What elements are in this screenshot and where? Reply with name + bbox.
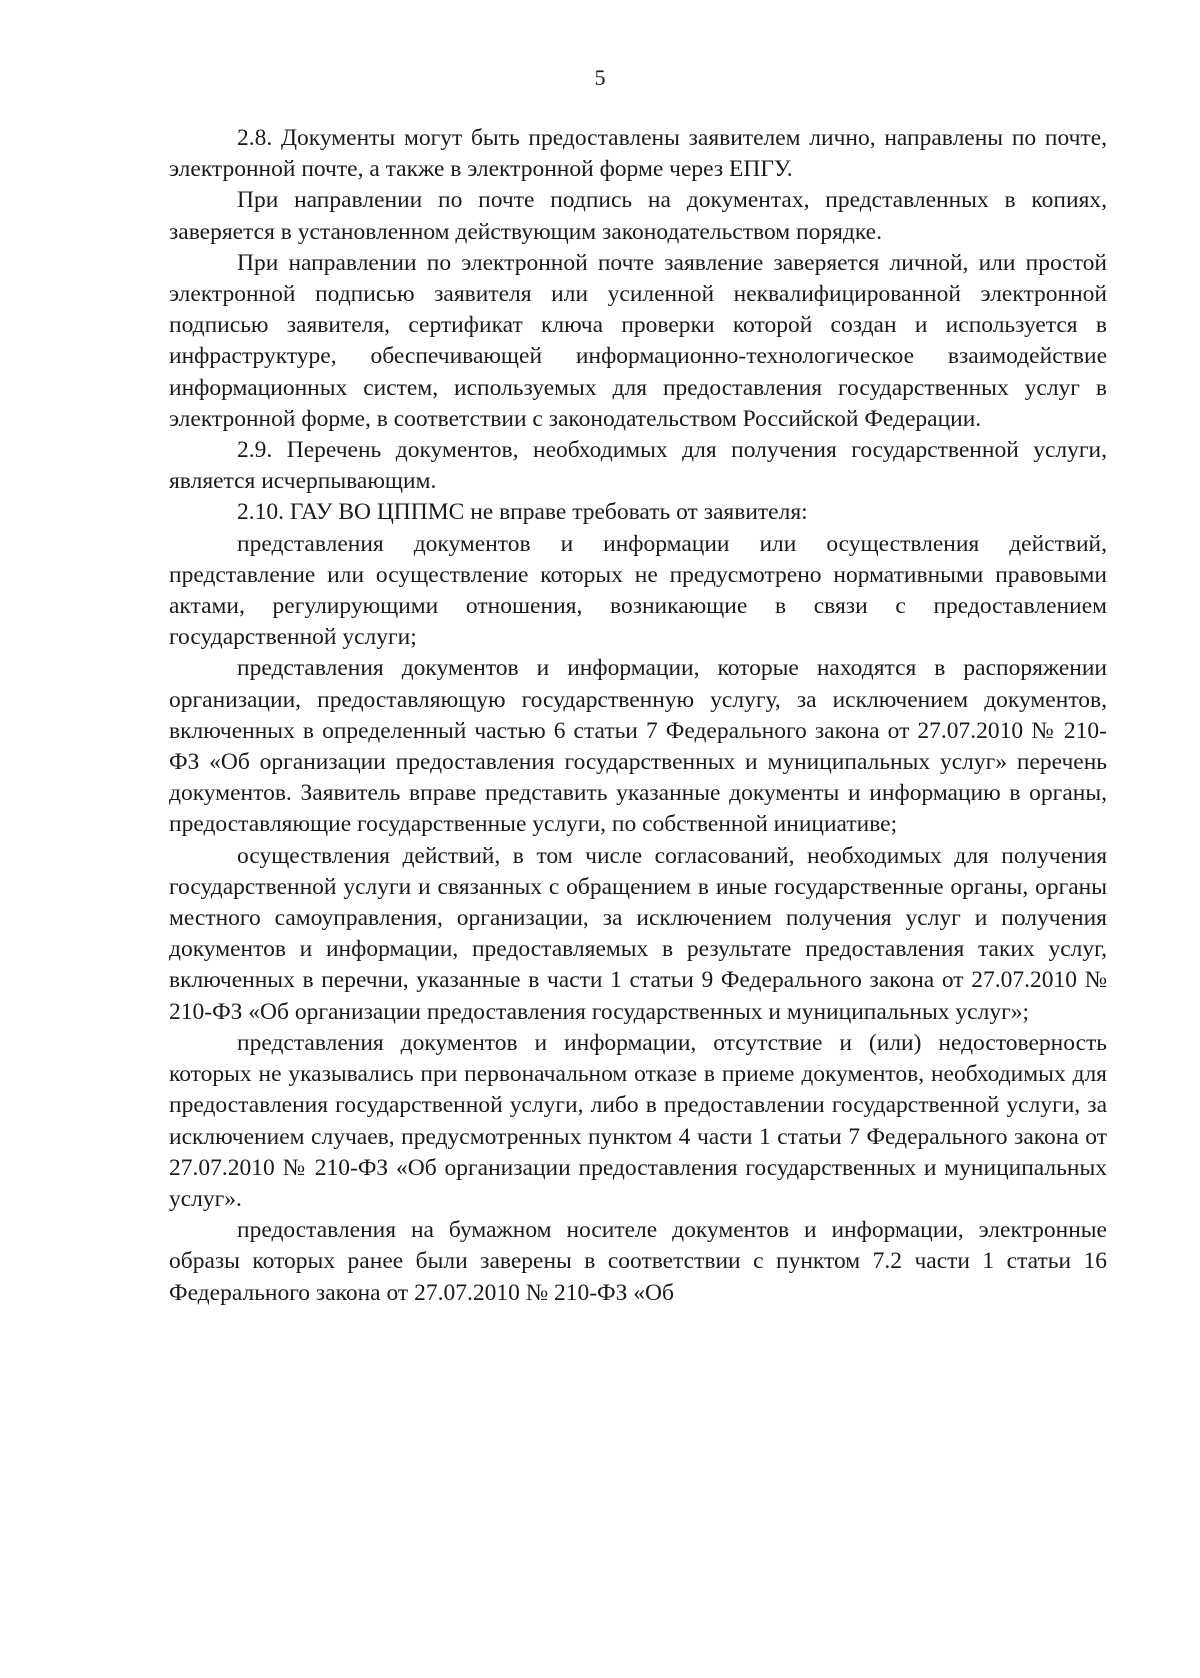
list-item-no-legal-basis: представления документов и информации или осуществления действий, представление или осуществление которых не предусмотрено нормативными правовыми актами, регулирующими отношения, возникающие в связи с предоставлением государственной услуги; <box>169 530 1107 651</box>
paragraph-email-signature: При направлении по электронной почте заявление заверяется личной, или простой электронной подписью заявителя или усиленной неквалифицированной электронной подписью заявителя, сертификат ключа проверки которой создан и используется в инфраструктуре, обеспечивающей информационно-технологическое взаимодействие информационных систем, используемых для предоставления государственных услуг в электронной форме, в соответствии с законодательством Российской Федерации. <box>169 249 1107 432</box>
list-item-unreported-absence: представления документов и информации, отсутствие и (или) недостоверность которых не указывались при первоначальном отказе в приеме документов, необходимых для предоставления государственной услуги, либо в предоставлении государственной услуги, за исключением случаев, предусмотренных пунктом 4 части 1 статьи 7 Федерального закона от 27.07.2010 № 210-ФЗ «Об организации предоставления государственных и муниципальных услуг». <box>169 1029 1107 1212</box>
page-number: 5 <box>594 65 606 90</box>
list-item-documents-held: представления документов и информации, которые находятся в распоряжении организации, предоставляющую государственную услугу, за исключением документов, включенных в определенный частью 6 статьи 7 Федерального закона от 27.07.2010 № 210-ФЗ «Об организации предоставления государственных и муниципальных услуг» перечень документов. Заявитель вправе представить указанные документы и информацию в органы, предоставляющие государственные услуги, по собственной инициативе; <box>169 655 1107 838</box>
paragraph-2-9: 2.9. Перечень документов, необходимых для получения государственной услуги, является исчерпывающим. <box>169 437 1107 495</box>
document-body <box>169 123 1107 1309</box>
list-item-approvals: осуществления действий, в том числе согласований, необходимых для получения государственной услуги и связанных с обращением в иные государственные органы, органы местного самоуправления, организации, за исключением получения услуг и получения документов и информации, предоставляемых в результате предоставления таких услуг, включенных в перечни, указанные в части 1 статьи 9 Федерального закона от 27.07.2010 № 210-ФЗ «Об организации предоставления государственных и муниципальных услуг»; <box>169 842 1107 1025</box>
paragraph-2-8: 2.8. Документы могут быть предоставлены заявителем лично, направлены по почте, электронной почте, а также в электронной форме через ЕПГУ. <box>169 125 1107 183</box>
list-item-paper-copies: предоставления на бумажном носителе документов и информации, электронные образы которых ранее были заверены в соответствии с пунктом 7.2 части 1 статьи 16 Федерального закона от 27.07.2010 № 210-ФЗ «Об <box>169 1217 1107 1306</box>
paragraph-mail-signature: При направлении по почте подпись на документах, представленных в копиях, заверяется в установленном действующим законодательством порядке. <box>169 187 1107 245</box>
paragraph-2-10: 2.10. ГАУ ВО ЦППМС не вправе требовать от заявителя: <box>237 499 808 526</box>
